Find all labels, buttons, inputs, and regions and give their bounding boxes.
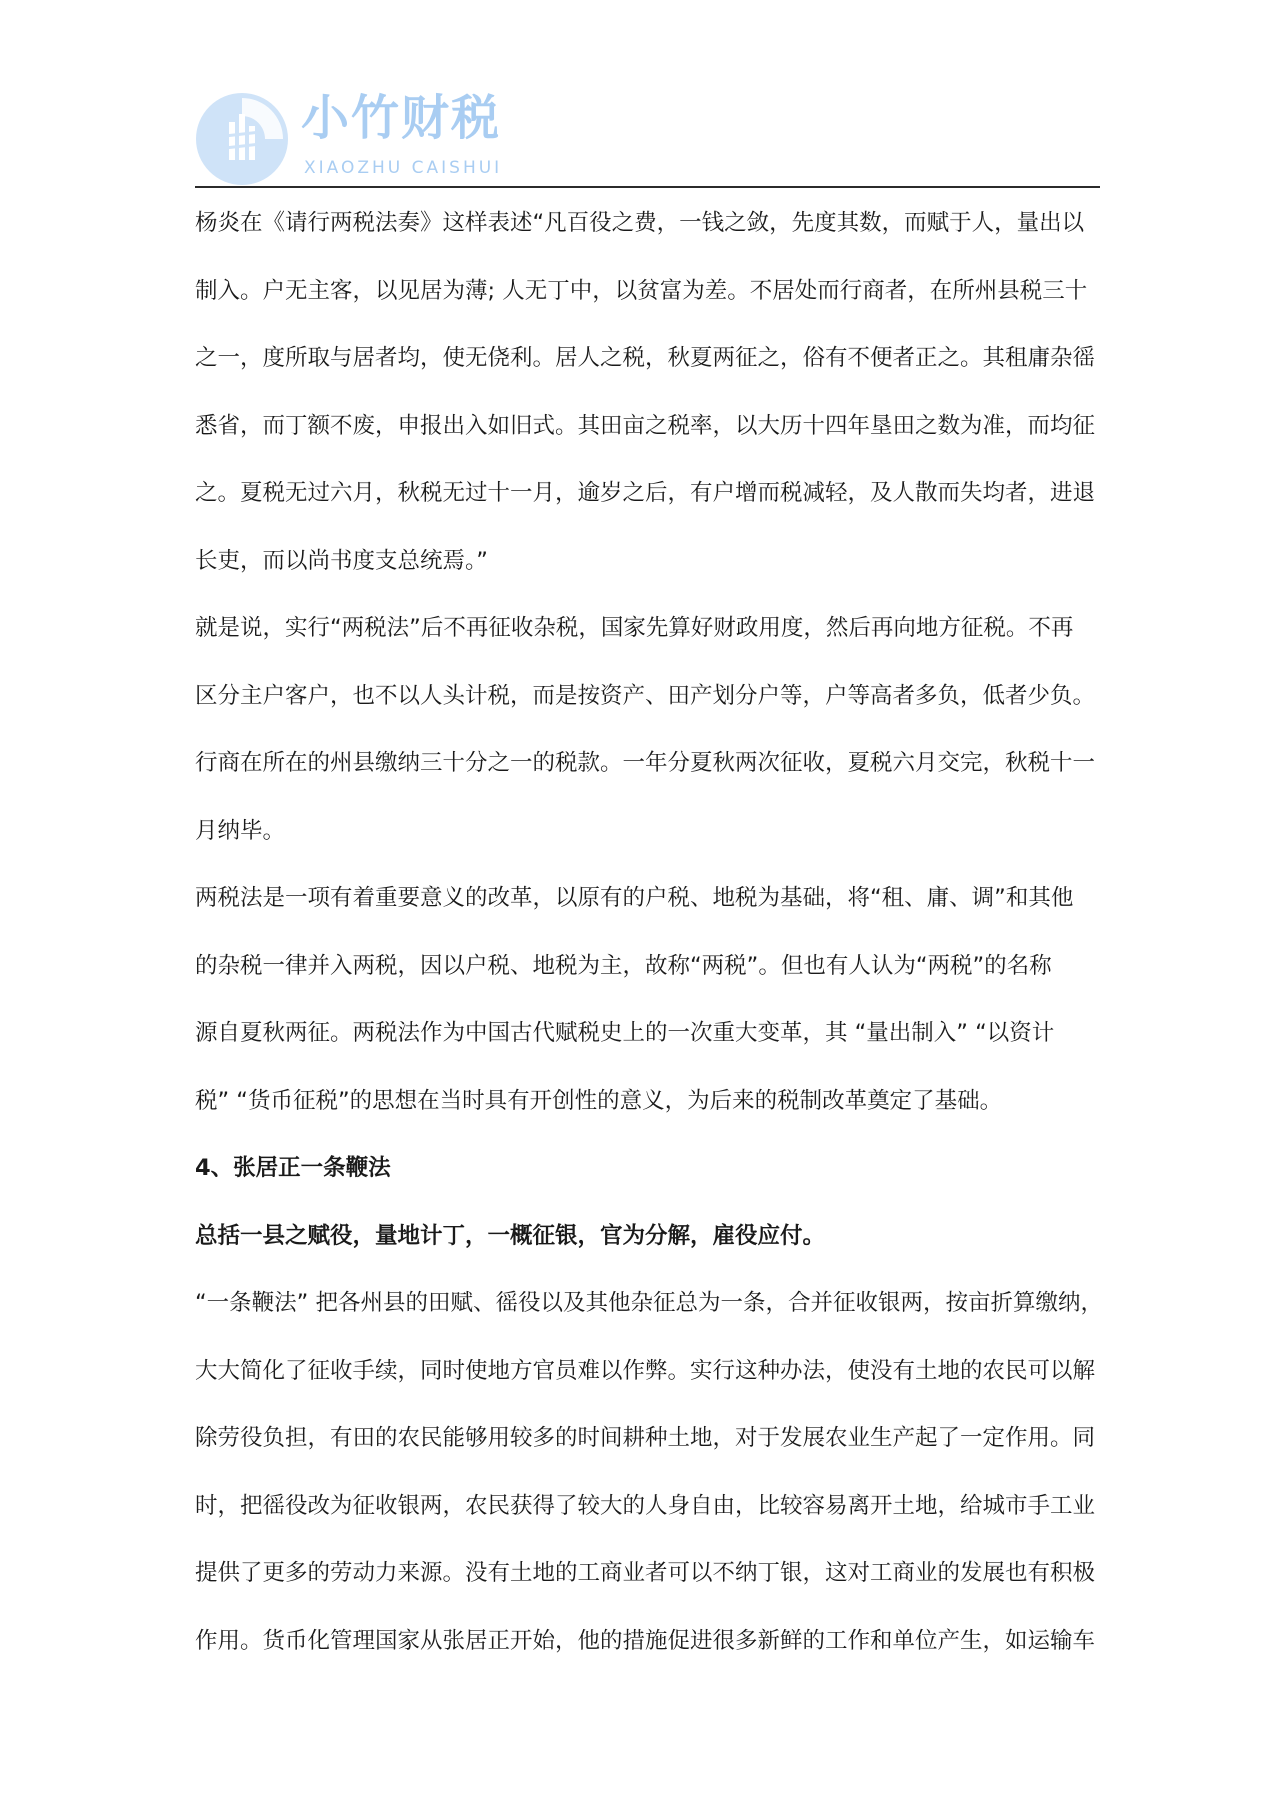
text-line: 税” “货币征税”的思想在当时具有开创性的意义，为后来的税制改革奠定了基础。 xyxy=(195,1087,1003,1114)
text-line: 除劳役负担，有田的农民能够用较多的时间耕种土地，对于发展农业生产起了一定作用。同 xyxy=(195,1425,1096,1451)
text-line: 的杂税一律并入两税，因以户税、地税为主，故称“两税”。但也有人认为“两税”的名称 xyxy=(195,952,1052,979)
text-line: 大大简化了征收手续，同时使地方官员难以作弊。实行这种办法，使没有土地的农民可以解 xyxy=(195,1357,1096,1384)
text-line: 就是说，实行“两税法”后不再征收杂税，国家先算好财政用度，然后再向地方征税。不再 xyxy=(195,615,1074,641)
text-line: 时，把徭役改为征收银两，农民获得了较大的人身自由，比较容易离开土地，给城市手工业 xyxy=(195,1492,1096,1519)
page-header xyxy=(195,88,1100,188)
text-line: 区分主户客户，也不以人头计税，而是按资产、田产划分户等，户等高者多负，低者少负。 xyxy=(195,682,1096,709)
logo-title: 小竹财税 xyxy=(301,90,502,146)
text-line: 杨炎在《请行两税法奏》这样表述“凡百役之费，一钱之敛，先度其数，而赋于人，量出以 xyxy=(195,210,1085,236)
text-line: 作用。货币化管理国家从张居正开始，他的措施促进很多新鲜的工作和单位产生，如运输车 xyxy=(195,1627,1096,1654)
document-body xyxy=(195,203,1103,1688)
text-line: 长吏，而以尚书度支总统焉。” xyxy=(195,547,488,574)
section-summary: 总括一县之赋役，量地计丁，一概征银，官为分解，雇役应付。 xyxy=(195,1222,826,1249)
text-line: 之。夏税无过六月，秋税无过十一月，逾岁之后，有户增而税减轻，及人散而失均者，进退 xyxy=(195,480,1096,506)
bamboo-logo-icon xyxy=(195,92,289,186)
section-heading: 4、张居正一条鞭法 xyxy=(195,1155,391,1181)
text-line: 之一，度所取与居者均，使无侥利。居人之税，秋夏两征之，俗有不便者正之。其租庸杂徭 xyxy=(195,345,1096,371)
text-line: 源自夏秋两征。两税法作为中国古代赋税史上的一次重大变革，其 “量出制入” “以资计 xyxy=(195,1020,1055,1046)
text-line: “一条鞭法” 把各州县的田赋、徭役以及其他杂征总为一条，合并征收银两，按亩折算缴纳， xyxy=(195,1290,1103,1316)
header-divider xyxy=(195,186,1100,188)
text-line: 提供了更多的劳动力来源。没有土地的工商业者可以不纳丁银，这对工商业的发展也有积极 xyxy=(195,1560,1096,1586)
text-line: 制入。户无主客，以见居为薄; 人无丁中，以贫富为差。不居处而行商者，在所州县税三十 xyxy=(195,277,1088,304)
text-line: 两税法是一项有着重要意义的改革，以原有的户税、地税为基础，将“租、庸、调”和其他 xyxy=(195,885,1074,911)
text-line: 悉省，而丁额不废，申报出入如旧式。其田亩之税率，以大历十四年垦田之数为准，而均征 xyxy=(195,412,1096,439)
text-line: 月纳毕。 xyxy=(195,817,286,844)
text-line: 行商在所在的州县缴纳三十分之一的税款。一年分夏秋两次征收，夏税六月交完，秋税十一 xyxy=(195,750,1096,776)
logo-subtitle: XIAOZHU CAISHUI xyxy=(304,158,503,178)
